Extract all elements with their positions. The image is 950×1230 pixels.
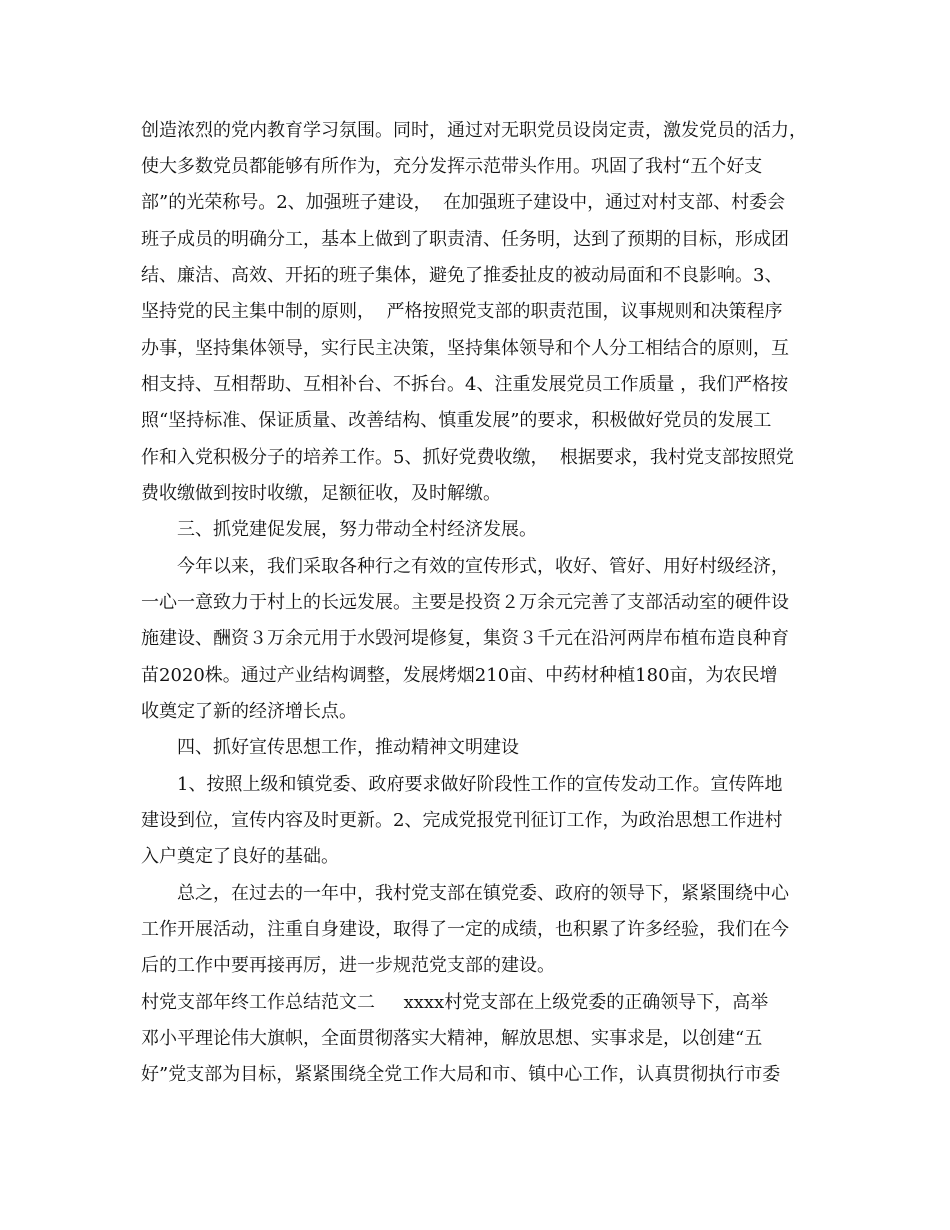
body-text-line: 费收缴做到按时收缴，足额征收，及时解缴。 <box>141 483 501 504</box>
body-text-line: 办事，坚持集体领导，实行民主决策，坚持集体领导和个人分工相结合的原则，互 <box>141 338 789 359</box>
body-text-line: 好”党支部为目标，紧紧围绕全党工作大局和市、镇中心工作，认真贯彻执行市委 <box>141 1064 781 1085</box>
body-text-line: 建设到位，宣传内容及时更新。2、完成党报党刊征订工作，为政治思想工作进村 <box>141 810 783 831</box>
section-heading: 四、抓好宣传思想工作，推动精神文明建设 <box>177 737 519 758</box>
body-text-line: 工作开展活动，注重自身建设，取得了一定的成绩，也积累了许多经验，我们在今 <box>141 919 789 940</box>
body-text-line: 坚持党的民主集中制的原则， 严格按照党支部的职责范围，议事规则和决策程序 <box>141 301 783 322</box>
article-title-line: 村党支部年终工作总结范文二 xxxx村党支部在上级党委的正确领导下，高举 <box>141 992 769 1013</box>
body-text-line: 部”的光荣称号。2、加强班子建设， 在加强班子建设中，通过对村支部、村委会 <box>141 192 786 213</box>
body-text-line: 作和入党积极分子的培养工作。5、抓好党费收缴， 根据要求，我村党支部按照党 <box>141 447 794 468</box>
body-text-line: 使大多数党员都能够有所作为，充分发挥示范带头作用。巩固了我村“五个好支 <box>141 156 763 177</box>
body-text-line: 班子成员的明确分工，基本上做到了职责清、任务明，达到了预期的目标，形成团 <box>141 229 789 250</box>
body-text-line: 苗2020株。通过产业结构调整，发展烤烟210亩、中药材种植180亩，为农民增 <box>141 665 778 686</box>
body-text-line: 结、廉洁、高效、开拓的班子集体，避免了推委扯皮的被动局面和不良影响。3、 <box>141 265 783 286</box>
section-heading: 三、抓党建促发展，努力带动全村经济发展。 <box>177 519 537 540</box>
body-text-line: 今年以来，我们采取各种行之有效的宣传形式，收好、管好、用好村级经济， <box>177 556 789 577</box>
body-text-line: 施建设、酬资３万余元用于水毁河堤修复，集资３千元在沿河两岸布植布造良种育 <box>141 628 789 649</box>
body-text-line: 收奠定了新的经济增长点。 <box>141 701 357 722</box>
body-text-line: 入户奠定了良好的基础。 <box>141 846 339 867</box>
body-text-line: 照“坚持标准、保证质量、改善结构、慎重发展”的要求，积极做好党员的发展工 <box>141 410 772 431</box>
body-text-line: 总之，在过去的一年中，我村党支部在镇党委、政府的领导下，紧紧围绕中心 <box>177 883 789 904</box>
body-text-line: 创造浓烈的党内教育学习氛围。同时，通过对无职党员设岗定责，激发党员的活力， <box>141 120 807 141</box>
body-text-line: 一心一意致力于村上的长远发展。主要是投资２万余元完善了支部活动室的硬件设 <box>141 592 789 613</box>
body-text-line: 邓小平理论伟大旗帜，全面贯彻落实大精神，解放思想、实事求是，以创建“五 <box>141 1028 763 1049</box>
body-text-line: 1、按照上级和镇党委、政府要求做好阶段性工作的宣传发动工作。宣传阵地 <box>177 774 783 795</box>
body-text-line: 相支持、互相帮助、互相补台、不拆台。4、注重发展党员工作质量 ，我们严格按 <box>141 374 789 395</box>
body-text-line: 后的工作中要再接再厉，进一步规范党支部的建设。 <box>141 955 555 976</box>
